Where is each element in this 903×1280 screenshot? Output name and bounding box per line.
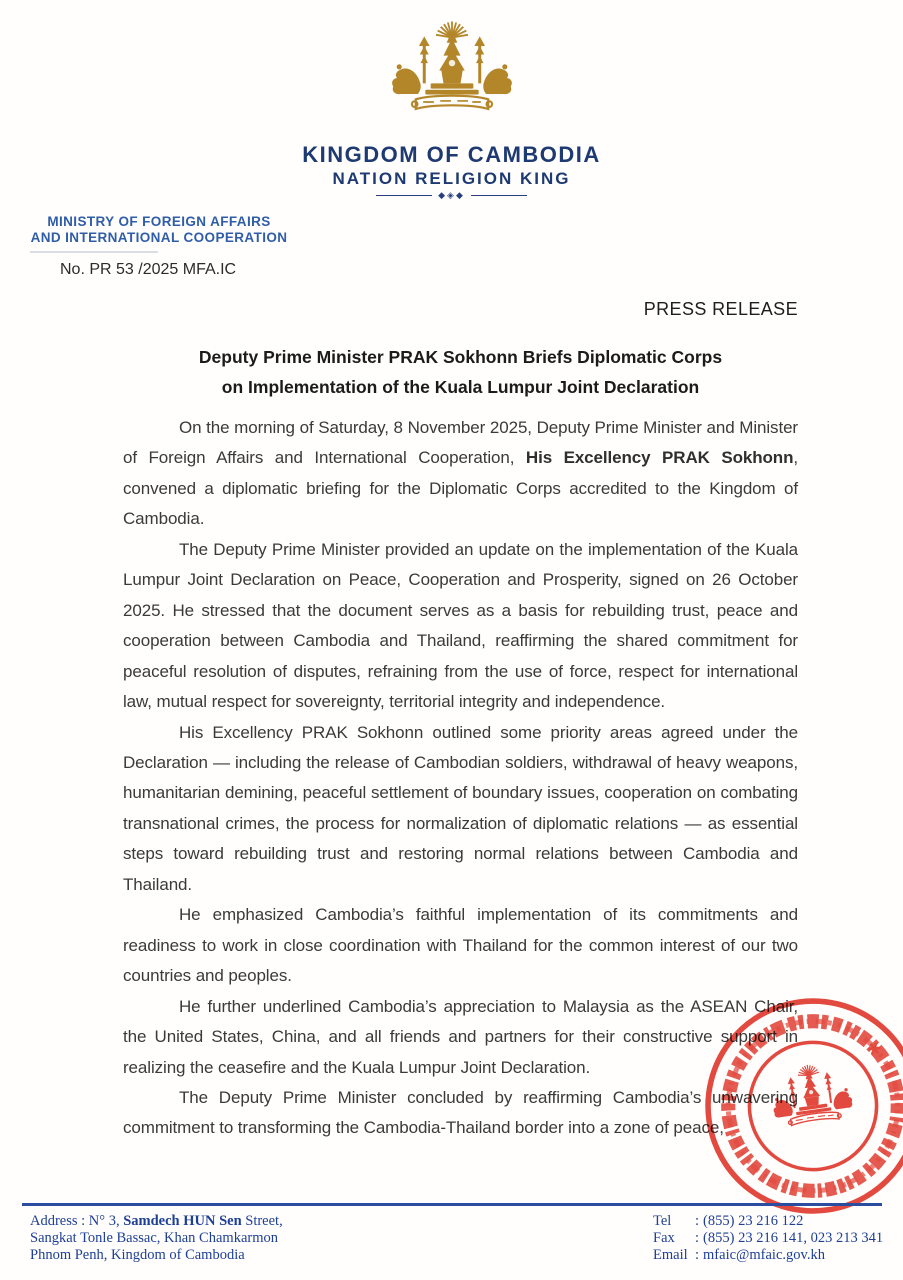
- contact-value: mfaic@mfaic.gov.kh: [703, 1247, 825, 1263]
- red-seal-stamp: [688, 981, 903, 1232]
- paragraph: [123, 900, 798, 991]
- address-line2: Sangkat Tonle Bassac, Khan Chamkarmon: [30, 1230, 278, 1246]
- contact-row: [653, 1230, 883, 1247]
- footer-contacts: [653, 1213, 883, 1264]
- text-run: The Deputy Prime Minister provided an update on the implementation of the Kuala Lumpur Joint Declaration on Peace, Cooperation and Prosperity, signed on 26 October 2025. He stressed that the document serves as a basis for rebuilding trust, peace and cooperation between Cambodia and Thailand, reaffirming the shared commitment for peaceful resolution of disputes, refraining from the use of force, respect for international law, mutual respect for sovereignty, territorial integrity and independence.: [123, 539, 798, 712]
- paragraph: [123, 535, 798, 718]
- text-run: , convened a diplomatic briefing for the Diplomatic Corps accredited to the Kingdom of Cambodia.: [123, 448, 798, 529]
- address-line3: Phnom Penh, Kingdom of Cambodia: [30, 1247, 245, 1263]
- contact-colon: :: [695, 1230, 700, 1246]
- contact-label: Tel: [653, 1213, 672, 1229]
- paragraph: [123, 1083, 798, 1144]
- ministry-name: [26, 214, 292, 246]
- paragraph: [123, 718, 798, 901]
- paragraph: [123, 413, 798, 535]
- contact-label: Email: [653, 1247, 688, 1263]
- reference-number: No. PR 53 /2025 MFA.IC: [60, 261, 237, 278]
- kingdom-heading: KINGDOM OF CAMBODIA: [302, 142, 601, 167]
- ministry-underline: [30, 251, 158, 253]
- bold-text-run: Samdech HUN Sen: [123, 1213, 242, 1229]
- document-title: [123, 342, 798, 402]
- press-release-label: PRESS RELEASE: [643, 299, 798, 319]
- title-line1: Deputy Prime Minister PRAK Sokhonn Briefs Diplomatic Corps: [198, 347, 723, 367]
- text-run: Street,: [241, 1213, 283, 1229]
- ornament-divider: [0, 191, 903, 200]
- bold-text-run: His Excellency PRAK Sokhonn: [525, 448, 794, 468]
- text-run: He further underlined Cambodia’s appreciation to Malaysia as the ASEAN Chair, the United States, China, and all friends and partners for their constructive support in realizing the ceasefire and the Kuala Lumpur Joint Declaration.: [123, 996, 798, 1077]
- divider-glyphs: ◆◈◆: [438, 190, 465, 200]
- text-run: He emphasized Cambodia’s faithful implementation of its commitments and readiness to work in close coordination with Thailand for the common interest of our two countries and peoples.: [123, 905, 798, 986]
- royal-arms-icon: [386, 14, 518, 142]
- contact-colon: :: [695, 1213, 700, 1229]
- footer-address: [30, 1213, 283, 1264]
- contact-row: [653, 1213, 883, 1230]
- ministry-line2: AND INTERNATIONAL COOPERATION: [30, 230, 288, 245]
- footer-divider: [22, 1203, 882, 1206]
- divider-line-right: [471, 195, 527, 197]
- title-line2: on Implementation of the Kuala Lumpur Joint Declaration: [221, 377, 700, 397]
- contact-row: [653, 1247, 883, 1264]
- text-run: The Deputy Prime Minister concluded by reaffirming Cambodia’s unwavering commitment to transforming the Cambodia-Thailand border into a zone of peace,: [123, 1087, 798, 1138]
- contact-label: Fax: [653, 1230, 675, 1246]
- contact-value: (855) 23 216 122: [703, 1213, 804, 1229]
- text-run: On the morning of Saturday, 8 November 2025, Deputy Prime Minister and Minister of Foreign Affairs and International Cooperation,: [123, 418, 798, 468]
- text-run: His Excellency PRAK Sokhonn outlined some priority areas agreed under the Declaration — including the release of Cambodian soldiers, withdrawal of heavy weapons, humanitarian demining, peaceful settlement of boundary issues, cooperation on combating transnational crimes, the process for normalization of diplomatic relations — as essential steps toward rebuilding trust and restoring normal relations between Cambodia and Thailand.: [123, 722, 798, 894]
- motto-heading: NATION RELIGION KING: [332, 169, 571, 188]
- contact-value: (855) 23 216 141, 023 213 341: [703, 1230, 884, 1246]
- ministry-line1: MINISTRY OF FOREIGN AFFAIRS: [47, 214, 271, 229]
- text-run: Address : N° 3,: [30, 1213, 124, 1229]
- address-line1: [30, 1213, 283, 1230]
- contact-colon: :: [695, 1247, 700, 1263]
- divider-line-left: [376, 195, 432, 197]
